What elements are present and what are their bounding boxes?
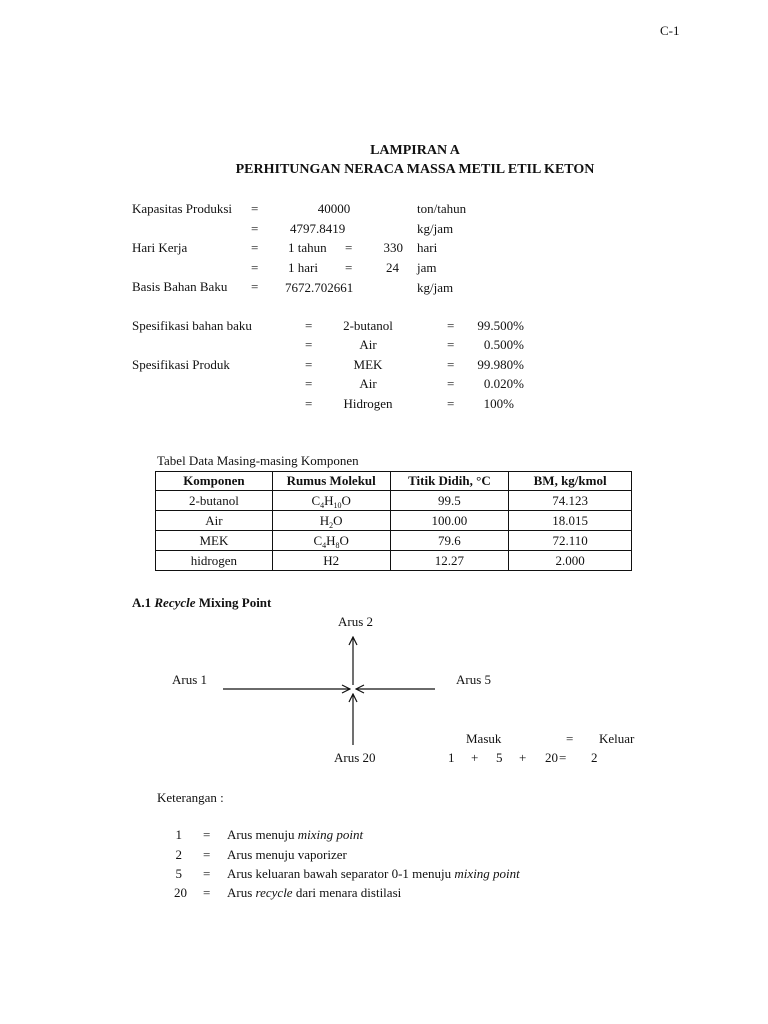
keterangan-eq: = bbox=[203, 866, 211, 881]
spec-eq: = bbox=[305, 318, 313, 333]
title-line-1: LAMPIRAN A bbox=[370, 143, 460, 158]
balance-eq: = bbox=[566, 731, 574, 746]
basis-unit: kg/jam bbox=[417, 280, 454, 295]
section-heading: A.1 Recycle Mixing Point bbox=[132, 595, 272, 610]
balance-op: + bbox=[519, 750, 527, 765]
spec-name: Hidrogen bbox=[343, 396, 393, 411]
hari-u1: hari bbox=[417, 240, 438, 255]
hari-a2: 1 hari bbox=[288, 260, 318, 275]
balance-term: 20 bbox=[545, 750, 558, 765]
cell-formula: H2 bbox=[272, 551, 390, 571]
balance-op: + bbox=[471, 750, 479, 765]
kapasitas-eq-2: = bbox=[251, 221, 259, 236]
keterangan-num: 20 bbox=[174, 885, 187, 900]
cell-bm: 2.000 bbox=[509, 551, 632, 571]
basis-value: 7672.702661 bbox=[285, 280, 354, 295]
spec-name: MEK bbox=[353, 357, 383, 372]
spec-value: 0.020% bbox=[483, 376, 524, 391]
cell-titik-didih: 100.00 bbox=[390, 511, 509, 531]
page-number: C-1 bbox=[660, 23, 680, 38]
balance-op: = bbox=[559, 750, 567, 765]
spec-bahan-label: Spesifikasi bahan baku bbox=[132, 318, 252, 333]
spec-eq: = bbox=[447, 337, 455, 352]
kapasitas-value-2: 4797.8419 bbox=[290, 221, 346, 236]
kapasitas-value: 40000 bbox=[317, 201, 351, 216]
spec-name: 2-butanol bbox=[343, 318, 393, 333]
balance-term: 1 bbox=[448, 750, 455, 765]
basis-label: Basis Bahan Baku bbox=[132, 279, 228, 294]
header-bm: BM, kg/kmol bbox=[509, 472, 632, 491]
keterangan-desc: Arus recycle dari menara distilasi bbox=[227, 885, 402, 900]
cell-bm: 72.110 bbox=[509, 531, 632, 551]
label-arus-1: Arus 1 bbox=[172, 672, 208, 687]
spec-eq: = bbox=[305, 357, 313, 372]
hari-u2: jam bbox=[417, 260, 437, 275]
title-line-2: PERHITUNGAN NERACA MASSA METIL ETIL KETON bbox=[235, 162, 595, 177]
cell-titik-didih: 12.27 bbox=[390, 551, 509, 571]
hari-b2: 24 bbox=[386, 260, 399, 275]
spec-value: 100% bbox=[483, 396, 514, 411]
keterangan-desc: Arus menuju vaporizer bbox=[227, 847, 347, 862]
keterangan-eq: = bbox=[203, 827, 211, 842]
cell-bm: 74.123 bbox=[509, 491, 632, 511]
label-arus-20: Arus 20 bbox=[334, 750, 376, 765]
keterangan-desc: Arus menuju mixing point bbox=[227, 827, 364, 842]
spec-eq: = bbox=[447, 318, 455, 333]
hari-kerja-label: Hari Kerja bbox=[132, 240, 188, 255]
spec-value: 0.500% bbox=[483, 337, 524, 352]
hari-a1: 1 tahun bbox=[288, 240, 327, 255]
cell-formula: $C_4H_8O$ bbox=[272, 531, 390, 551]
cell-titik-didih: 99.5 bbox=[390, 491, 509, 511]
balance-term: 5 bbox=[496, 750, 503, 765]
hari-eq-1: = bbox=[251, 240, 259, 255]
table-caption: Tabel Data Masing-masing Komponen bbox=[157, 453, 359, 468]
keterangan-title: Keterangan : bbox=[157, 790, 224, 805]
keterangan-eq: = bbox=[203, 885, 211, 900]
cell-bm: 18.015 bbox=[509, 511, 632, 531]
keluar-label: Keluar bbox=[599, 731, 635, 746]
hari-eq-2b: = bbox=[345, 260, 353, 275]
kapasitas-unit-2: kg/jam bbox=[417, 221, 454, 236]
kapasitas-unit: ton/tahun bbox=[417, 201, 467, 216]
label-arus-5: Arus 5 bbox=[456, 672, 492, 687]
balance-term: 2 bbox=[591, 750, 598, 765]
cell-komponen: 2-butanol bbox=[156, 491, 273, 511]
keterangan-num: 2 bbox=[175, 847, 182, 862]
spec-produk-label: Spesifikasi Produk bbox=[132, 357, 230, 372]
label-arus-2: Arus 2 bbox=[338, 614, 374, 629]
keterangan-desc: Arus keluaran bawah separator 0-1 menuju mixing point bbox=[227, 866, 520, 881]
kapasitas-eq: = bbox=[251, 201, 259, 216]
basis-eq: = bbox=[251, 279, 259, 294]
cell-komponen: Air bbox=[156, 511, 273, 531]
keterangan-num: 1 bbox=[175, 827, 182, 842]
spec-eq: = bbox=[447, 376, 455, 391]
spec-value: 99.500% bbox=[477, 318, 524, 333]
kapasitas-label: Kapasitas Produksi bbox=[132, 201, 233, 216]
hari-eq-2: = bbox=[251, 260, 259, 275]
header-rumus-molekul: Rumus Molekul bbox=[272, 472, 390, 491]
keterangan-num: 5 bbox=[175, 866, 182, 881]
header-titik-didih: Titik Didih, °C bbox=[390, 472, 509, 491]
spec-eq: = bbox=[305, 337, 313, 352]
masuk-label: Masuk bbox=[466, 731, 502, 746]
spec-eq: = bbox=[305, 376, 313, 391]
hari-eq-1b: = bbox=[345, 240, 353, 255]
header-komponen: Komponen bbox=[156, 472, 273, 491]
cell-titik-didih: 79.6 bbox=[390, 531, 509, 551]
spec-eq: = bbox=[447, 396, 455, 411]
hari-b1: 330 bbox=[383, 240, 403, 255]
cell-komponen: MEK bbox=[156, 531, 273, 551]
cell-formula: $H_2O$ bbox=[272, 511, 390, 531]
spec-name: Air bbox=[359, 376, 377, 391]
spec-name: Air bbox=[359, 337, 377, 352]
cell-formula: $C_4H_{10}O$ bbox=[272, 491, 390, 511]
spec-eq: = bbox=[305, 396, 313, 411]
keterangan-eq: = bbox=[203, 847, 211, 862]
spec-value: 99.980% bbox=[477, 357, 524, 372]
spec-eq: = bbox=[447, 357, 455, 372]
cell-komponen: hidrogen bbox=[156, 551, 273, 571]
